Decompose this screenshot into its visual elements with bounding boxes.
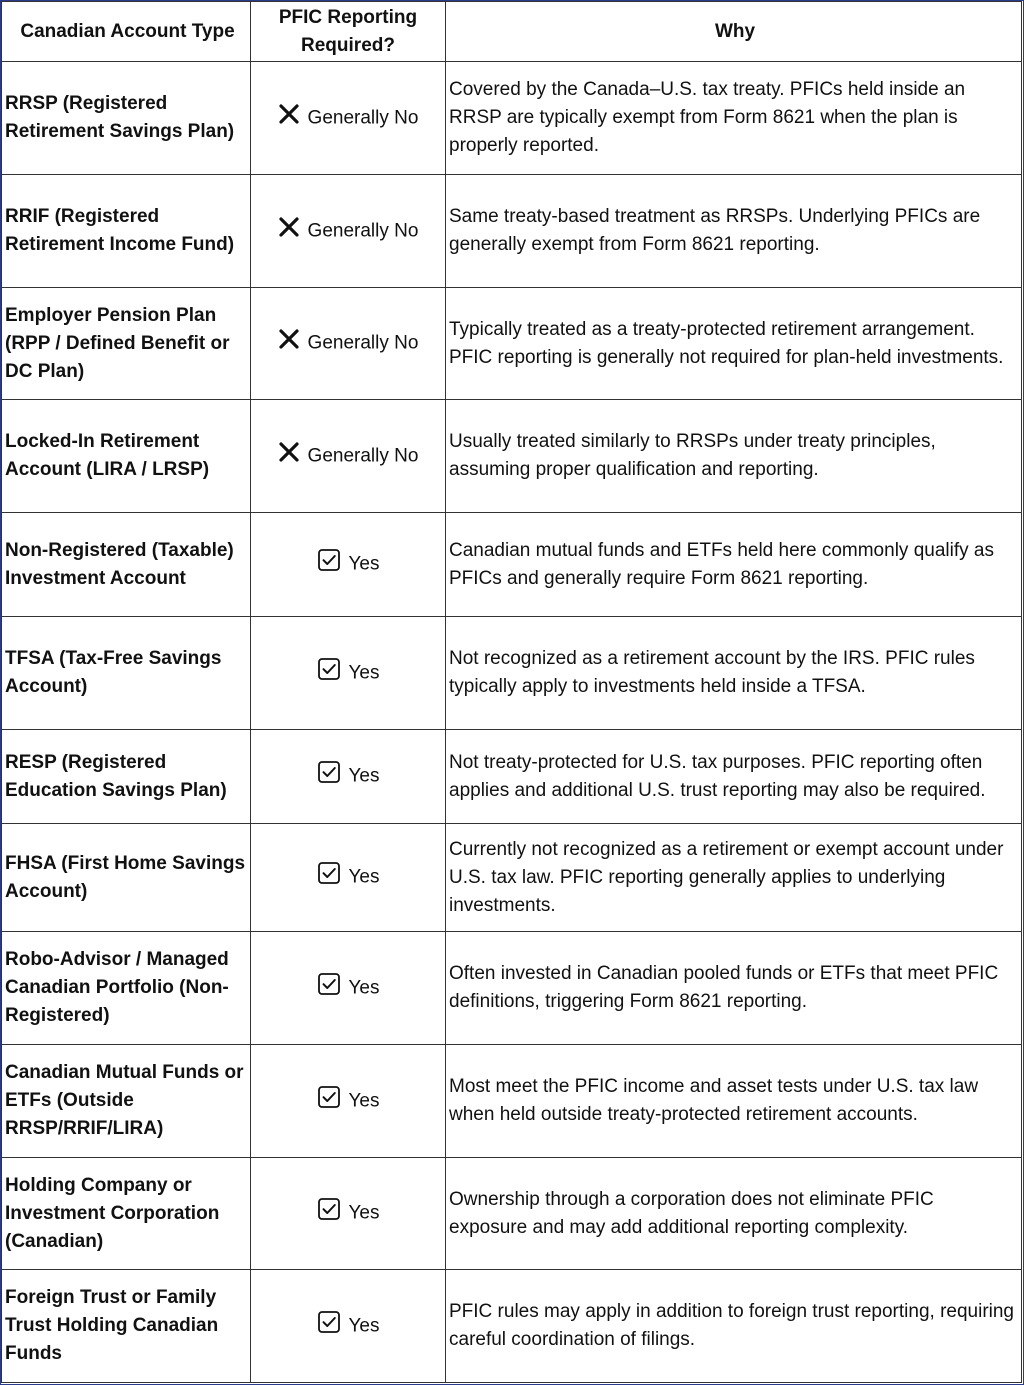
checkbox-checked-icon — [317, 972, 341, 1005]
account-type-cell — [2, 617, 251, 730]
why-text: PFIC rules may apply in addition to foreign trust reporting, requiring careful coordination of filings. — [449, 1301, 1014, 1350]
pfic-required-label: Yes — [348, 866, 380, 888]
why-cell — [446, 730, 1022, 824]
x-mark-icon — [278, 216, 300, 247]
why-cell — [446, 288, 1022, 400]
table-row — [2, 824, 1022, 932]
why-text: Not recognized as a retirement account by the IRS. PFIC rules typically apply to investments held inside a TFSA. — [449, 648, 975, 697]
checkbox-checked-icon — [317, 1310, 341, 1343]
why-cell — [446, 62, 1022, 175]
pfic-required-label: Generally No — [307, 220, 419, 241]
why-text: Same treaty-based treatment as RRSPs. Underlying PFICs are generally exempt from Form 8621 reporting. — [449, 206, 981, 255]
table-row — [2, 62, 1022, 175]
pfic-reporting-table — [1, 1, 1022, 1383]
account-type-cell — [2, 1045, 251, 1158]
header-account-type: Canadian Account Type — [2, 2, 251, 62]
account-type-label: Holding Company or Investment Corporation (Canadian) — [5, 1174, 220, 1252]
account-type-label: Locked-In Retirement Account (LIRA / LRSP) — [5, 431, 210, 480]
table-row — [2, 175, 1022, 288]
pfic-required-cell — [251, 513, 446, 617]
pfic-required-cell — [251, 824, 446, 932]
why-cell — [446, 400, 1022, 513]
why-cell — [446, 617, 1022, 730]
why-text: Covered by the Canada–U.S. tax treaty. PFICs held inside an RRSP are typically exempt from Form 8621 when the plan is properly reported. — [449, 79, 966, 156]
pfic-required-label: Yes — [348, 1202, 380, 1224]
checkbox-checked-icon — [317, 548, 341, 581]
pfic-required-cell — [251, 62, 446, 175]
account-type-cell — [2, 62, 251, 175]
pfic-required-label: Generally No — [307, 332, 419, 354]
x-mark-icon — [278, 441, 300, 472]
account-type-label: RRIF (Registered Retirement Income Fund) — [5, 206, 235, 255]
why-text: Typically treated as a treaty-protected retirement arrangement. PFIC reporting is generally not required for plan-held investments. — [449, 318, 1004, 368]
account-type-cell — [2, 513, 251, 617]
why-text: Often invested in Canadian pooled funds or ETFs that meet PFIC definitions, triggering Form 8621 reporting. — [449, 963, 999, 1012]
why-text: Not treaty-protected for U.S. tax purposes. PFIC reporting often applies and additional U.S. trust reporting may also be required. — [449, 751, 986, 801]
account-type-cell — [2, 932, 251, 1045]
pfic-required-cell — [251, 1270, 446, 1383]
pfic-required-label: Yes — [348, 977, 380, 998]
checkbox-checked-icon — [317, 1085, 341, 1118]
table-row — [2, 1158, 1022, 1270]
table-row — [2, 400, 1022, 513]
header-pfic-required: PFIC Reporting Required? — [251, 2, 446, 62]
pfic-required-label: Generally No — [307, 107, 419, 128]
account-type-label: RESP (Registered Education Savings Plan) — [5, 751, 227, 801]
checkbox-checked-icon — [317, 760, 341, 793]
why-text: Currently not recognized as a retirement or exempt account under U.S. tax law. PFIC reporting generally applies to underlying investments. — [449, 838, 1004, 916]
table-row — [2, 730, 1022, 824]
table-row — [2, 932, 1022, 1045]
account-type-cell — [2, 1158, 251, 1270]
header-why: Why — [446, 2, 1022, 62]
account-type-cell — [2, 400, 251, 513]
why-cell — [446, 1045, 1022, 1158]
pfic-required-label: Yes — [348, 765, 380, 787]
why-text: Most meet the PFIC income and asset tests under U.S. tax law when held outside treaty-protected retirement accounts. — [449, 1076, 979, 1125]
pfic-required-cell — [251, 617, 446, 730]
table-row — [2, 1045, 1022, 1158]
why-cell — [446, 1158, 1022, 1270]
checkbox-checked-icon — [317, 861, 341, 894]
checkbox-checked-icon — [317, 1197, 341, 1230]
account-type-label: Foreign Trust or Family Trust Holding Canadian Funds — [5, 1287, 219, 1364]
pfic-required-cell — [251, 288, 446, 400]
account-type-cell — [2, 1270, 251, 1383]
pfic-required-label: Generally No — [307, 445, 419, 466]
table-row — [2, 288, 1022, 400]
account-type-label: Employer Pension Plan (RPP / Defined Benefit or DC Plan) — [5, 304, 230, 382]
account-type-label: FHSA (First Home Savings Account) — [5, 852, 246, 902]
account-type-label: TFSA (Tax-Free Savings Account) — [5, 648, 222, 697]
table-row — [2, 513, 1022, 617]
x-mark-icon — [278, 328, 300, 359]
pfic-required-cell — [251, 175, 446, 288]
why-text: Usually treated similarly to RRSPs under treaty principles, assuming proper qualification and reporting. — [449, 431, 936, 480]
pfic-required-cell — [251, 730, 446, 824]
account-type-cell — [2, 730, 251, 824]
account-type-cell — [2, 824, 251, 932]
pfic-required-cell — [251, 932, 446, 1045]
account-type-label: Non-Registered (Taxable) Investment Account — [5, 539, 234, 589]
table-header-row — [2, 2, 1022, 62]
account-type-cell — [2, 175, 251, 288]
account-type-label: Robo-Advisor / Managed Canadian Portfolio (Non-Registered) — [5, 949, 229, 1026]
pfic-required-label: Yes — [348, 553, 380, 575]
account-type-label: RRSP (Registered Retirement Savings Plan) — [5, 93, 235, 142]
table-row — [2, 1270, 1022, 1383]
pfic-required-label: Yes — [348, 662, 380, 683]
why-text: Ownership through a corporation does not eliminate PFIC exposure and may add additional reporting complexity. — [449, 1188, 934, 1238]
checkbox-checked-icon — [317, 657, 341, 690]
pfic-required-label: Yes — [348, 1315, 380, 1336]
pfic-required-label: Yes — [348, 1090, 380, 1111]
table-row — [2, 617, 1022, 730]
pfic-required-cell — [251, 1158, 446, 1270]
why-cell — [446, 824, 1022, 932]
why-cell — [446, 1270, 1022, 1383]
why-text: Canadian mutual funds and ETFs held here commonly qualify as PFICs and generally require Form 8621 reporting. — [449, 539, 994, 589]
why-cell — [446, 175, 1022, 288]
why-cell — [446, 932, 1022, 1045]
pfic-required-cell — [251, 400, 446, 513]
x-mark-icon — [278, 103, 300, 134]
why-cell — [446, 513, 1022, 617]
pfic-required-cell — [251, 1045, 446, 1158]
account-type-label: Canadian Mutual Funds or ETFs (Outside RRSP/RRIF/LIRA) — [5, 1062, 244, 1139]
account-type-cell — [2, 288, 251, 400]
